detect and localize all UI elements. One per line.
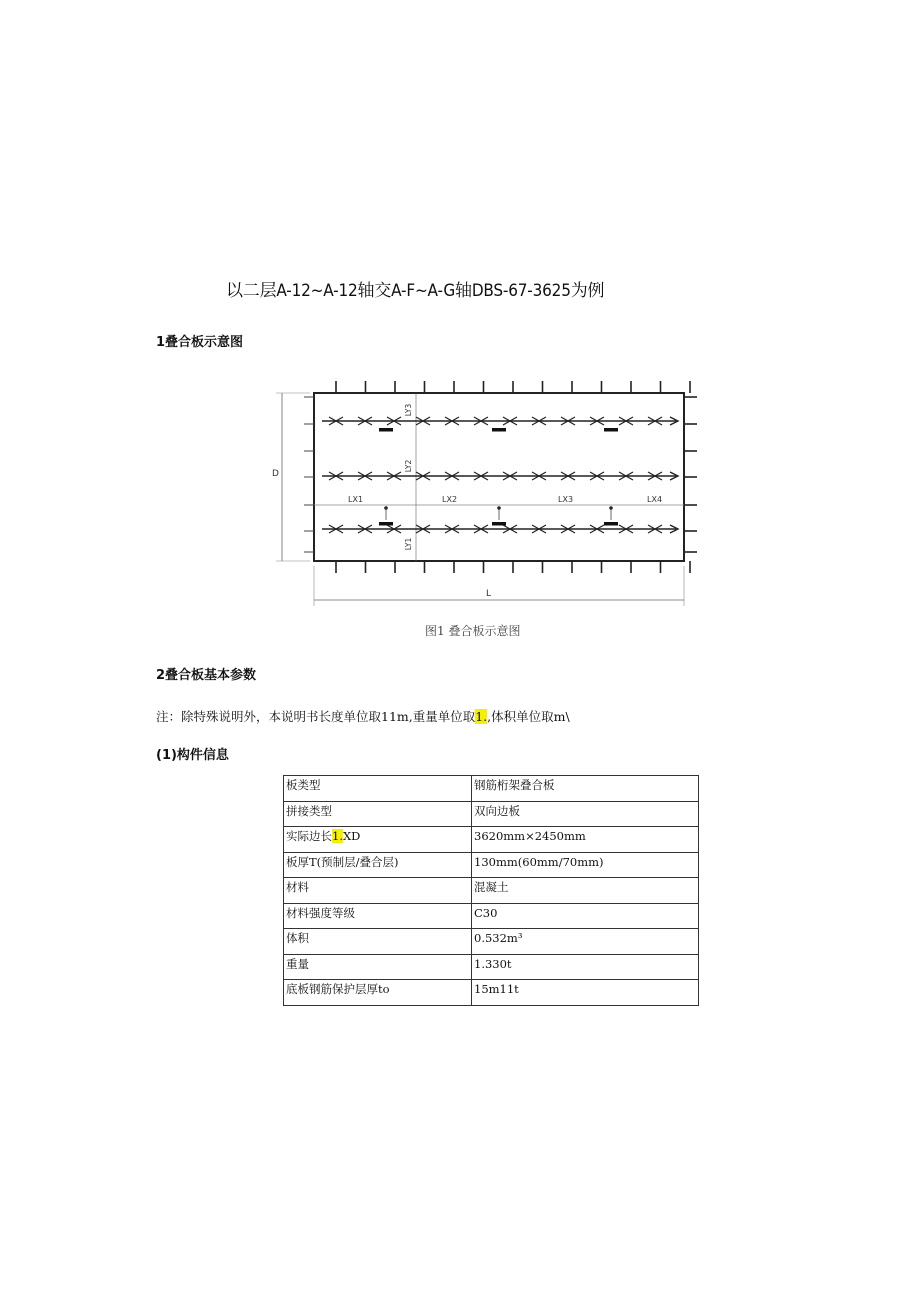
table-row	[284, 878, 699, 904]
table-row	[284, 980, 699, 1006]
lifting-point-bar	[379, 428, 393, 432]
section-heading-component-info: (1)构件信息	[156, 748, 229, 763]
table-row	[284, 903, 699, 929]
table-key	[284, 827, 472, 853]
lifting-point-bar	[379, 522, 393, 526]
table-key: 板厚T(预制层/叠合层)	[284, 852, 472, 878]
document-title: 以二层A-12~A-12轴交A-F~A-G轴DBS-67-3625为例	[226, 281, 605, 301]
table-row	[284, 827, 699, 853]
section-heading-diagram: 1叠合板示意图	[156, 335, 244, 350]
lifting-point-bar	[604, 428, 618, 432]
table-value: 15m11t	[472, 980, 699, 1006]
table-key: 材料	[284, 878, 472, 904]
table-value: 130mm(60mm/70mm)	[472, 852, 699, 878]
note-highlight: 1.	[475, 709, 488, 724]
key-after: XD	[342, 829, 361, 843]
lx-label: LX2	[442, 495, 458, 504]
table-key: 体积	[284, 929, 472, 955]
table-value: 3620mm×2450mm	[472, 827, 699, 853]
composite-slab-diagram	[270, 374, 700, 614]
table-row	[284, 954, 699, 980]
table-key: 板类型	[284, 776, 472, 802]
table-value: 双向边板	[472, 801, 699, 827]
ly-label: LY2	[404, 459, 413, 473]
lifting-point-bar	[492, 522, 506, 526]
table-row	[284, 801, 699, 827]
ly-label: LY3	[404, 403, 413, 417]
table-row	[284, 929, 699, 955]
figure-caption: 图1 叠合板示意图	[425, 624, 521, 638]
units-note	[156, 707, 570, 725]
component-info-table	[283, 775, 699, 1006]
ly-label: LY1	[404, 537, 413, 551]
table-row	[284, 852, 699, 878]
table-value: C30	[472, 903, 699, 929]
key-highlight: 1.	[332, 829, 343, 843]
lx-label: LX4	[647, 495, 663, 504]
table-value: 混凝土	[472, 878, 699, 904]
section-heading-parameters: 2叠合板基本参数	[156, 668, 257, 683]
table-row	[284, 776, 699, 802]
table-key: 重量	[284, 954, 472, 980]
note-text-after: ,体积单位取m\	[487, 709, 570, 724]
dim-l-label: L	[486, 589, 492, 599]
lifting-point-bar	[604, 522, 618, 526]
table-key: 底板钢筋保护层厚to	[284, 980, 472, 1006]
lx-label: LX1	[348, 495, 364, 504]
table-key: 材料强度等级	[284, 903, 472, 929]
lifting-point-bar	[492, 428, 506, 432]
lx-label: LX3	[558, 495, 574, 504]
key-before: 实际边长	[286, 829, 332, 843]
dim-d-label: D	[272, 469, 279, 479]
table-value: 1.330t	[472, 954, 699, 980]
table-value: 钢筋桁架叠合板	[472, 776, 699, 802]
table-value: 0.532m³	[472, 929, 699, 955]
diagram-marks	[304, 381, 697, 573]
table-key: 拼接类型	[284, 801, 472, 827]
note-text-before: 注：除特殊说明外，本说明书长度单位取11m,重量单位取	[156, 709, 476, 724]
